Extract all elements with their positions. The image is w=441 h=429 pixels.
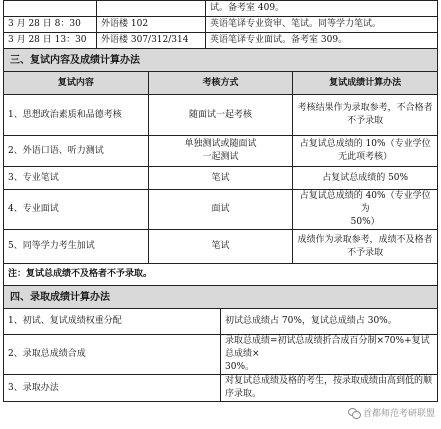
method-line: 单独测试或随面试 xyxy=(184,139,257,149)
row-value xyxy=(221,335,438,375)
table-row xyxy=(4,167,438,190)
schedule-table xyxy=(3,0,438,49)
row-calc xyxy=(293,190,438,230)
table-row xyxy=(4,136,438,167)
calc-line: 50%） xyxy=(350,217,380,227)
row-calc xyxy=(293,95,438,136)
schedule-content-cell: 试。备考室 409。 xyxy=(206,1,438,17)
wechat-icon xyxy=(348,408,360,418)
calc-line: 占复试总成绩的 10%（专业学位 xyxy=(299,139,431,149)
row-value xyxy=(221,309,438,335)
section3-note-row xyxy=(4,264,438,286)
table-row xyxy=(4,375,438,402)
schedule-place-cell xyxy=(97,1,206,17)
section4-table xyxy=(3,285,438,402)
schedule-content: 英语笔译专业资审、笔试。同等学力笔试。 xyxy=(206,17,438,33)
schedule-time: 3 月 28 日 13：30 xyxy=(4,33,97,49)
schedule-content: 英语笔译专业面试。备考室 309。 xyxy=(206,33,438,49)
row-calc xyxy=(293,136,438,167)
row-method xyxy=(148,136,293,167)
calc-line: 考核结果作为录取参考，不合格者 xyxy=(297,103,433,113)
row-method: 笔试 xyxy=(148,230,293,264)
schedule-place: 外语楼 307/312/314 xyxy=(97,33,206,49)
row-method: 随面试一起考核 xyxy=(148,95,293,136)
value-line: 30%。 xyxy=(225,362,255,372)
table-row xyxy=(4,230,438,264)
schedule-time-cell xyxy=(4,1,97,17)
schedule-row xyxy=(4,17,438,33)
row-label: 1、初试、复试成绩权重分配 xyxy=(4,309,221,335)
value-line: 初试总成绩占 70%，复试总成绩占 30%。 xyxy=(225,316,397,326)
section3-note: 注：复试总成绩不及格者不予录取。 xyxy=(4,264,438,286)
row-content: 5、同等学力考生加试 xyxy=(4,230,149,264)
value-line: 录取总成绩=初试总成绩折合成百分制×70%+复试总成绩× xyxy=(225,336,430,359)
table-row xyxy=(4,335,438,375)
column-header-calc: 复试成绩计算办法 xyxy=(293,72,438,95)
document-page xyxy=(3,0,438,402)
watermark-text: 首都师范考研联盟 xyxy=(362,409,435,419)
calc-line: 占复试总成绩的 50% xyxy=(322,172,409,183)
row-calc xyxy=(293,230,438,264)
calc-line: 不予录取 xyxy=(347,247,384,258)
calc-line: 成绩作为录取参考，成绩不及格者 xyxy=(297,234,433,245)
column-header-content: 复试内容 xyxy=(4,72,149,95)
row-content: 2、外语口语、听力测试 xyxy=(4,136,149,167)
calc-line: 占复试总成绩的 40%（专业学位为 xyxy=(299,191,431,214)
row-label: 3、录取办法 xyxy=(4,375,221,402)
row-method: 面试 xyxy=(148,190,293,230)
watermark xyxy=(346,406,437,419)
row-label: 2、录取总成绩合成 xyxy=(4,335,221,375)
row-value xyxy=(221,375,438,402)
section3-column-headers xyxy=(4,72,438,95)
schedule-time: 3 月 28 日 8：30 xyxy=(4,17,97,33)
column-header-method: 考核方式 xyxy=(148,72,293,95)
row-method: 笔试 xyxy=(148,167,293,190)
method-line: 一起测试 xyxy=(202,152,239,162)
table-row xyxy=(4,190,438,230)
value-line: 对复试总成绩及格的考生，按录取成绩由高到低的顺序录取。 xyxy=(225,376,433,399)
row-calc xyxy=(293,167,438,190)
schedule-row xyxy=(4,33,438,49)
section4-header-row xyxy=(4,286,438,309)
table-row xyxy=(4,95,438,136)
section3-table xyxy=(3,48,438,286)
row-content: 4、专业面试 xyxy=(4,190,149,230)
section4-title: 四、录取成绩计算办法 xyxy=(4,286,438,309)
section3-header-row xyxy=(4,49,438,72)
schedule-place: 外语楼 102 xyxy=(97,17,206,33)
section3-title: 三、复试内容及成绩计算办法 xyxy=(4,49,438,72)
calc-line: 无此项考核） xyxy=(338,152,393,162)
row-content: 3、专业笔试 xyxy=(4,167,149,190)
schedule-row-top xyxy=(4,1,438,17)
row-content: 1、思想政治素质和品德考核 xyxy=(4,95,149,136)
table-row xyxy=(4,309,438,335)
calc-line: 不予录取 xyxy=(347,116,384,126)
